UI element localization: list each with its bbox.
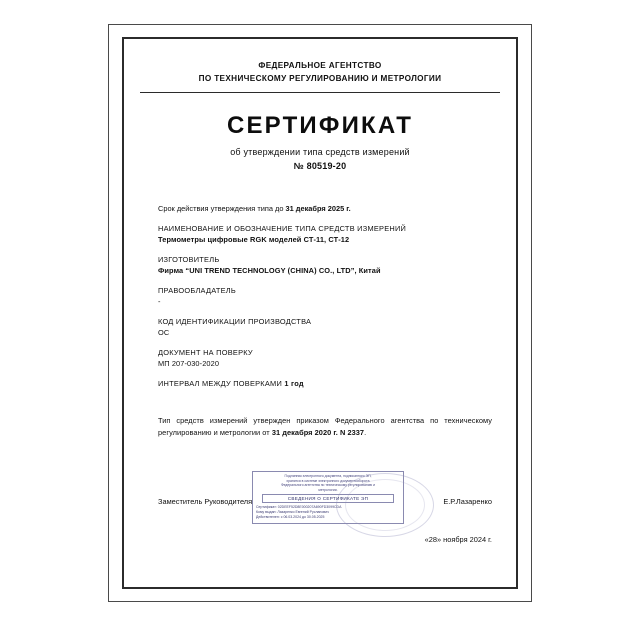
field-manufacturer: [158, 254, 490, 276]
field-rightholder: [158, 285, 490, 307]
approval-order: 31 декабря 2020 г. N 2337: [271, 428, 365, 437]
field-name: [158, 223, 490, 245]
field-label: ИНТЕРВАЛ МЕЖДУ ПОВЕРКАМИ: [158, 379, 285, 388]
field-value: МП 207-030-2020: [158, 359, 220, 368]
stamp-top-line-1: Подлинник электронного документа, подписанного ЭП,: [284, 474, 372, 478]
certificate-number: № 80519-20: [293, 161, 347, 171]
field-production-code: [158, 316, 490, 338]
approval-paragraph: [140, 415, 500, 439]
page-subtitle: об утверждении типа средств измерений: [230, 147, 410, 157]
signature-date: «28» ноября 2024 г.: [424, 535, 492, 544]
field-label: ПРАВООБЛАДАТЕЛЬ: [158, 286, 236, 295]
stamp-owner-value: Лазаренко Евгений Русланович: [277, 510, 329, 515]
agency-line-2: ПО ТЕХНИЧЕСКОМУ РЕГУЛИРОВАНИЮ И МЕТРОЛОГИИ: [198, 73, 442, 83]
field-verification-document: [158, 347, 490, 369]
fields-block: [140, 203, 500, 389]
electronic-signature-stamp: [252, 471, 404, 524]
field-label: КОД ИДЕНТИФИКАЦИИ ПРОИЗВОДСТВА: [158, 317, 312, 326]
field-value: Фирма “UNI TREND TECHNOLOGY (CHINA) CO., LTD”, Китай: [158, 266, 381, 275]
signer-name: Е.Р.Лазаренко: [443, 497, 492, 506]
header-divider: [140, 92, 500, 93]
validity-label: Срок действия утверждения типа до: [158, 204, 286, 213]
field-label: НАИМЕНОВАНИЕ И ОБОЗНАЧЕНИЕ ТИПА СРЕДСТВ ИЗМЕРЕНИЙ: [158, 224, 407, 233]
agency-line-1: ФЕДЕРАЛЬНОЕ АГЕНТСТВО: [258, 61, 382, 70]
stamp-valid-value: с 06.03.2024 до 30.05.2025: [280, 514, 325, 519]
agency-heading: [140, 60, 500, 85]
field-value: 1 год: [284, 379, 304, 388]
page-title: СЕРТИФИКАТ: [226, 112, 414, 139]
signature-row: [140, 467, 500, 547]
stamp-cert-value: 02DEEF52D8E000207A690FD3099CDA: [277, 505, 342, 510]
certificate-content: [140, 52, 500, 572]
stamp-owner-label: Кому выдан:: [256, 510, 277, 515]
approval-text-2: .: [364, 428, 367, 437]
stamp-top-line-3: Федерального агентства по техническому регулированию и: [281, 483, 375, 488]
field-label: ДОКУМЕНТ НА ПОВЕРКУ: [158, 348, 253, 357]
field-verification-interval: [158, 378, 490, 389]
field-value: Термометры цифровые RGK моделей СТ-11, СТ-12: [158, 235, 350, 244]
stamp-top-line-4: метрологии.: [318, 487, 338, 492]
validity-value: 31 декабря 2025 г.: [285, 204, 351, 213]
stamp-cert-label: Сертификат:: [256, 505, 277, 510]
field-value: ОС: [158, 328, 170, 337]
stamp-top-line-2: хранится в системе электронного документооборота: [286, 478, 370, 483]
signer-title: Заместитель Руководителя: [158, 497, 253, 506]
validity-line: [158, 203, 490, 214]
field-value: -: [158, 297, 161, 306]
approval-text-1: Тип средств измерений утвержден приказом Федерального агентства по техническому регулированию и метрологии от: [158, 416, 492, 437]
field-label: ИЗГОТОВИТЕЛЬ: [158, 255, 220, 264]
stamp-valid-label: Действителен:: [256, 514, 280, 519]
stamp-band-label: СВЕДЕНИЯ О СЕРТИФИКАТЕ ЭП: [262, 494, 394, 503]
